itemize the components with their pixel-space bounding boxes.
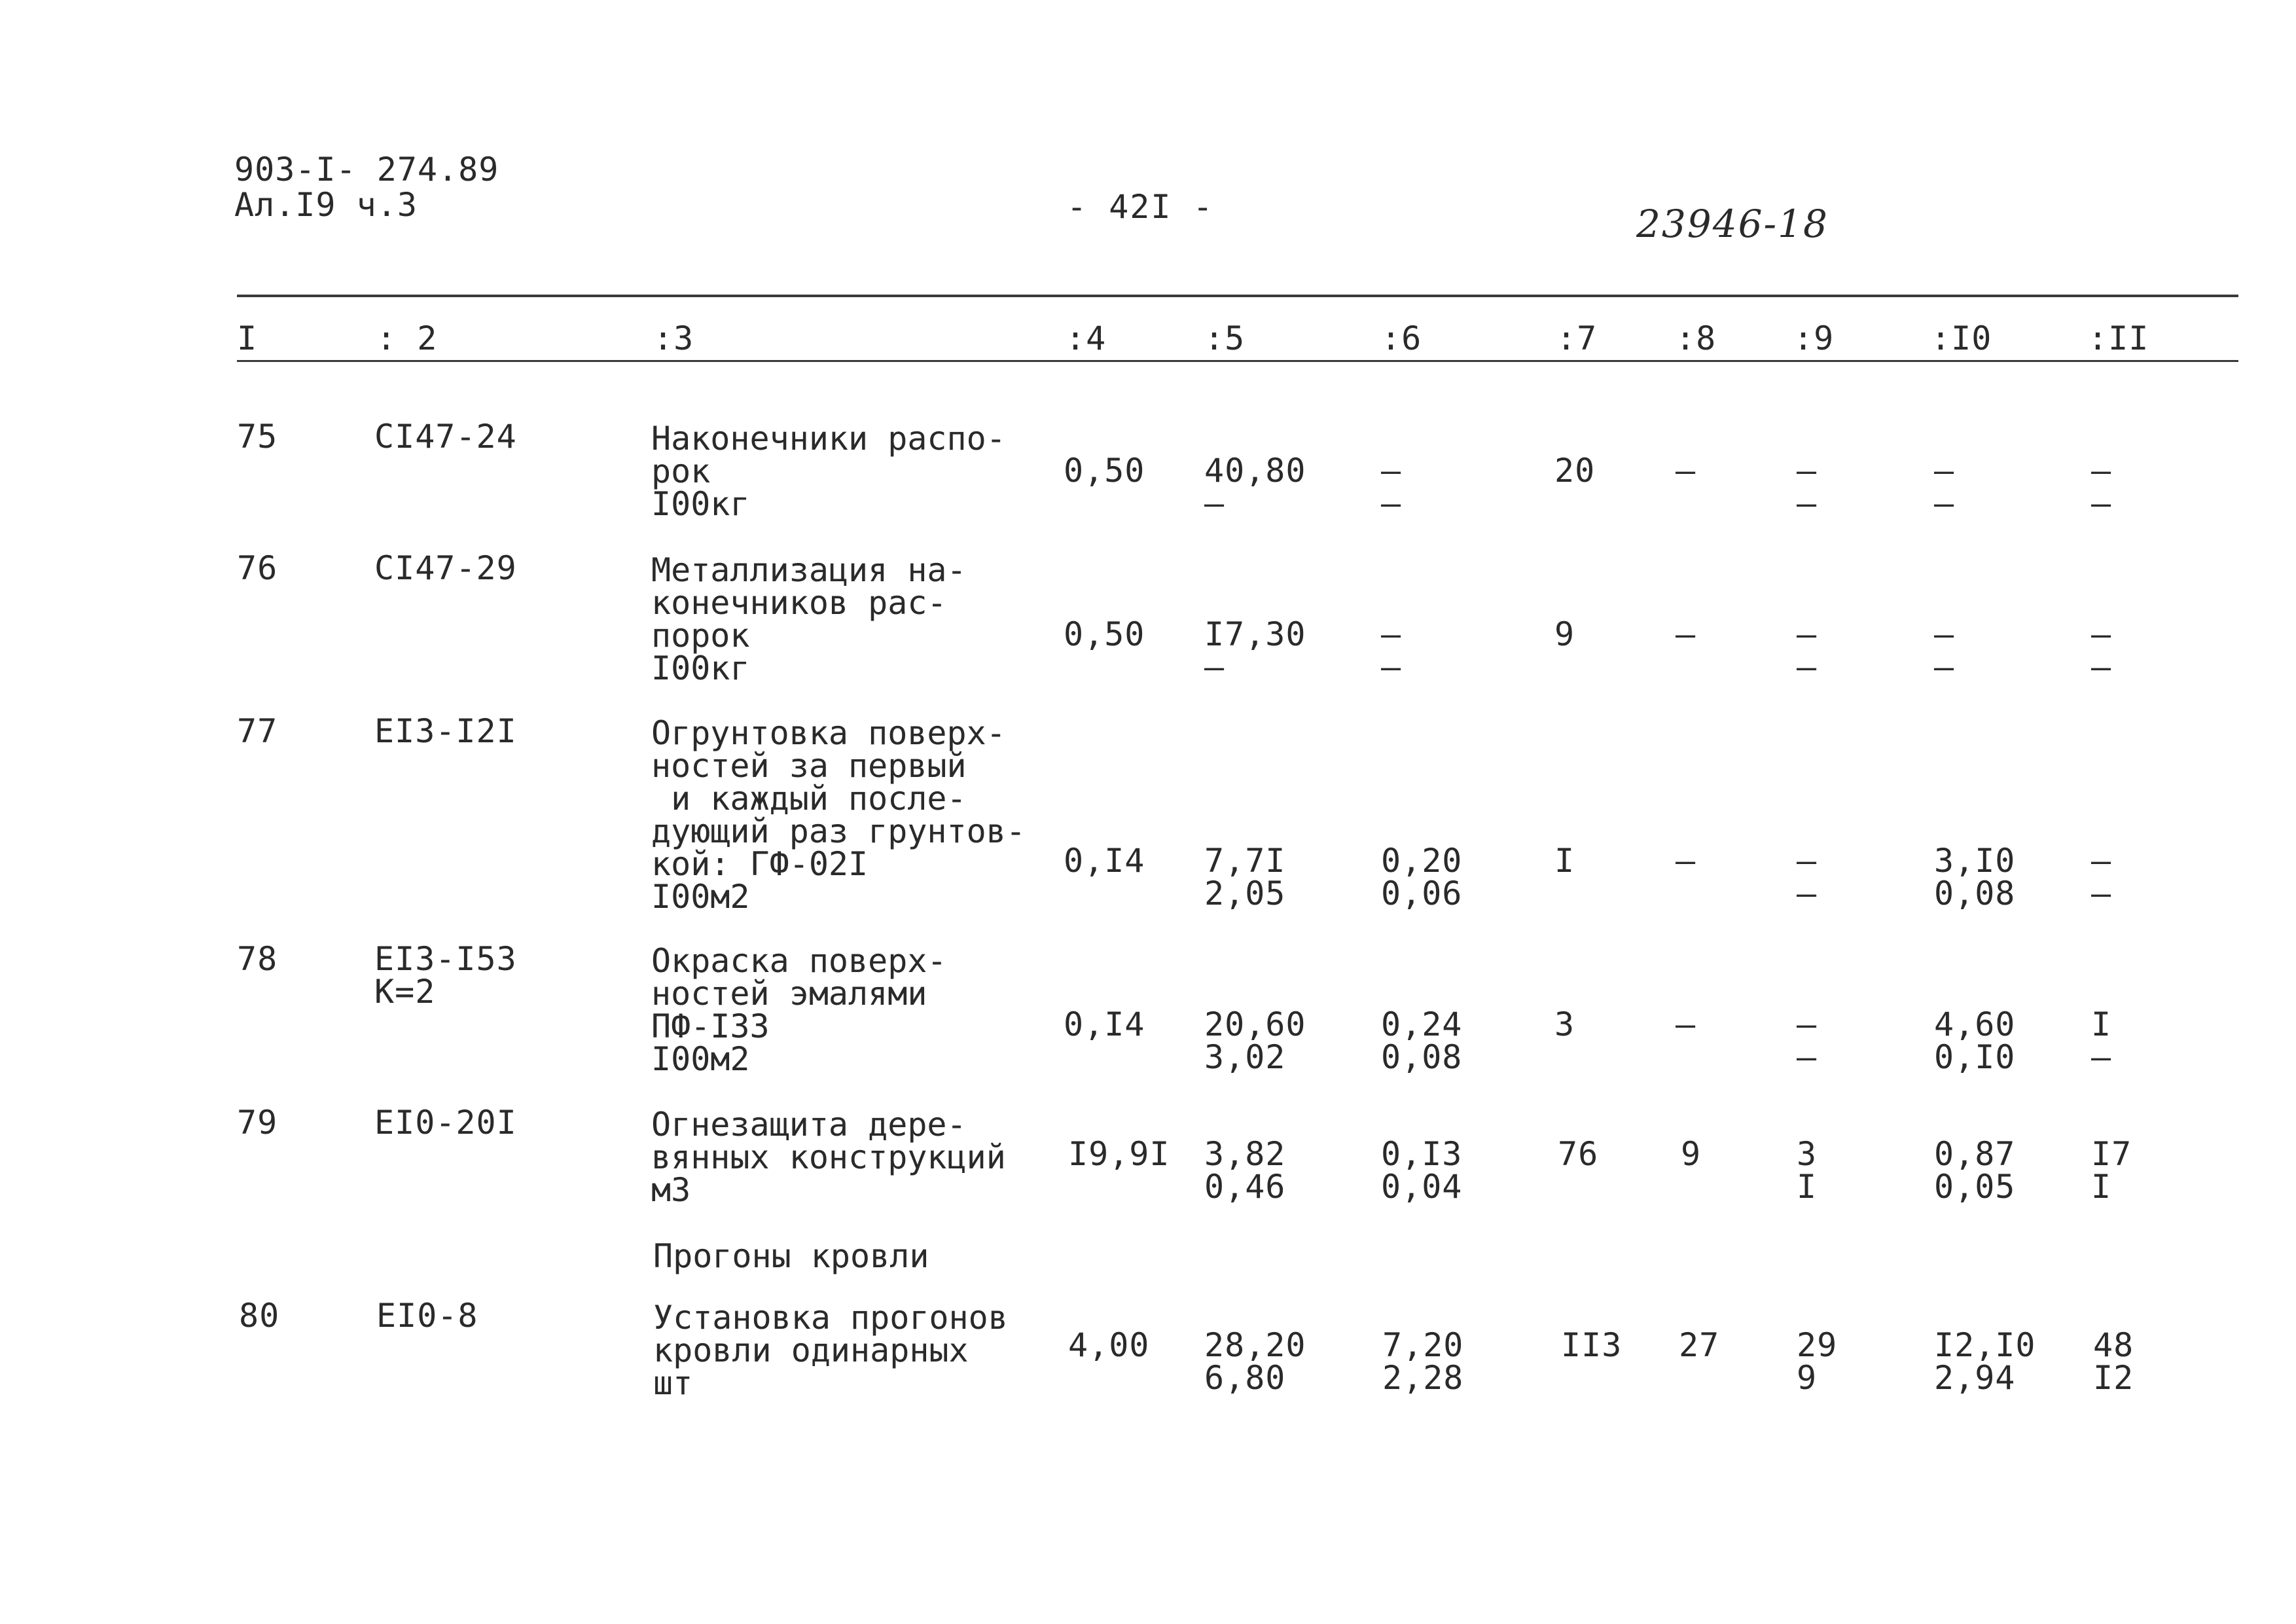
col-7-value: 20: [1554, 452, 1596, 490]
col-9-value: – –: [1797, 452, 1818, 522]
row-number: 80: [239, 1297, 280, 1335]
row-number: 75: [237, 418, 278, 456]
rate-code: EI0-20I: [374, 1104, 517, 1142]
col-10-value: I2,I0 2,94: [1934, 1326, 2036, 1397]
col-4-value: 0,50: [1064, 452, 1145, 490]
col-11-value: I –: [2091, 1005, 2112, 1076]
column-header-4: :4: [1066, 319, 1107, 357]
page-number: - 42I -: [1067, 188, 1214, 226]
rate-code: EI3-I2I: [374, 712, 517, 750]
col-5-value: 40,80 –: [1204, 452, 1306, 522]
col-7-value: 9: [1554, 615, 1575, 653]
col-10-value: 0,87 0,05: [1934, 1135, 2016, 1206]
rate-code: EI0-8: [376, 1297, 478, 1335]
row-number: 79: [237, 1104, 278, 1142]
column-header-10: :I0: [1931, 319, 1992, 357]
header-bottom-rule: [237, 360, 2238, 362]
col-4-value: I9,9I: [1068, 1135, 1170, 1173]
col-4-value: 4,00: [1068, 1326, 1150, 1364]
col-5-value: 20,60 3,02: [1204, 1005, 1306, 1076]
col-4-value: 0,I4: [1064, 842, 1145, 880]
col-8-value: 27: [1679, 1326, 1720, 1364]
row-number: 76: [237, 549, 278, 587]
col-5-value: 28,20 6,80: [1204, 1326, 1306, 1397]
col-4-value: 0,I4: [1064, 1005, 1145, 1043]
col-4-value: 0,50: [1064, 615, 1145, 653]
column-header-7: :7: [1556, 319, 1598, 357]
rate-code: EI3-I53 К=2: [374, 940, 517, 1011]
column-header-1: I: [237, 319, 258, 357]
work-description: Металлизация на- конечников рас- порок I00кг: [651, 551, 967, 687]
col-6-value: 7,20 2,28: [1382, 1326, 1464, 1397]
col-5-value: I7,30 –: [1204, 615, 1306, 686]
col-9-value: 29 9: [1797, 1326, 1838, 1397]
col-10-value: 3,I0 0,08: [1934, 842, 2016, 912]
col-10-value: – –: [1934, 615, 1955, 686]
document-code: [234, 152, 499, 223]
document-code-line-1: 903-I- 274.89: [234, 151, 499, 189]
row-number: 77: [237, 712, 278, 750]
work-description: Огнезащита дере- вянных конструкций м3: [651, 1106, 1006, 1209]
col-10-value: – –: [1934, 452, 1955, 522]
col-9-value: – –: [1797, 615, 1818, 686]
col-11-value: – –: [2091, 452, 2112, 522]
col-8-value: –: [1676, 1005, 1696, 1043]
rate-code: CI47-24: [374, 418, 517, 456]
inventory-number: 23946-18: [1636, 202, 1829, 246]
work-description: Установка прогонов кровли одинарных шт: [653, 1299, 1008, 1402]
column-header-5: :5: [1204, 319, 1246, 357]
header-top-rule: [237, 295, 2238, 297]
col-9-value: – –: [1797, 842, 1818, 912]
col-5-value: 7,7I 2,05: [1204, 842, 1286, 912]
row-number: 78: [237, 940, 278, 978]
column-header-2: : 2: [376, 319, 438, 357]
col-8-value: –: [1676, 615, 1696, 653]
work-description: Наконечники распо- рок I00кг: [651, 420, 1006, 523]
col-7-value: I: [1554, 842, 1575, 880]
col-6-value: 0,I3 0,04: [1381, 1135, 1463, 1206]
col-11-value: – –: [2091, 842, 2112, 912]
col-7-value: 3: [1554, 1005, 1575, 1043]
col-5-value: 3,82 0,46: [1204, 1135, 1286, 1206]
rate-code: CI47-29: [374, 549, 517, 587]
col-8-value: –: [1676, 842, 1696, 880]
work-description: Окраска поверх- ностей эмалями ПФ-I33 I00м2: [651, 942, 947, 1078]
col-6-value: – –: [1381, 452, 1402, 522]
work-description: Огрунтовка поверх- ностей за первый и каждый после- дующий раз грунтов- кой: ГФ-02I I00м2: [651, 714, 1026, 916]
column-header-9: :9: [1793, 319, 1835, 357]
col-9-value: 3 I: [1797, 1135, 1818, 1206]
col-6-value: 0,20 0,06: [1381, 842, 1463, 912]
col-11-value: I7 I: [2091, 1135, 2132, 1206]
column-header-6: :6: [1381, 319, 1422, 357]
col-10-value: 4,60 0,I0: [1934, 1005, 2016, 1076]
section-title: Прогоны кровли: [653, 1237, 929, 1275]
col-9-value: – –: [1797, 1005, 1818, 1076]
col-11-value: – –: [2091, 615, 2112, 686]
col-7-value: II3: [1561, 1326, 1623, 1364]
col-7-value: 76: [1558, 1135, 1599, 1173]
document-code-line-2: Ал.I9 ч.3: [234, 186, 418, 224]
col-11-value: 48 I2: [2093, 1326, 2134, 1397]
col-6-value: – –: [1381, 615, 1402, 686]
column-header-11: :II: [2088, 319, 2149, 357]
col-8-value: 9: [1681, 1135, 1702, 1173]
col-8-value: –: [1676, 452, 1696, 490]
column-header-3: :3: [653, 319, 694, 357]
col-6-value: 0,24 0,08: [1381, 1005, 1463, 1076]
column-header-8: :8: [1676, 319, 1717, 357]
